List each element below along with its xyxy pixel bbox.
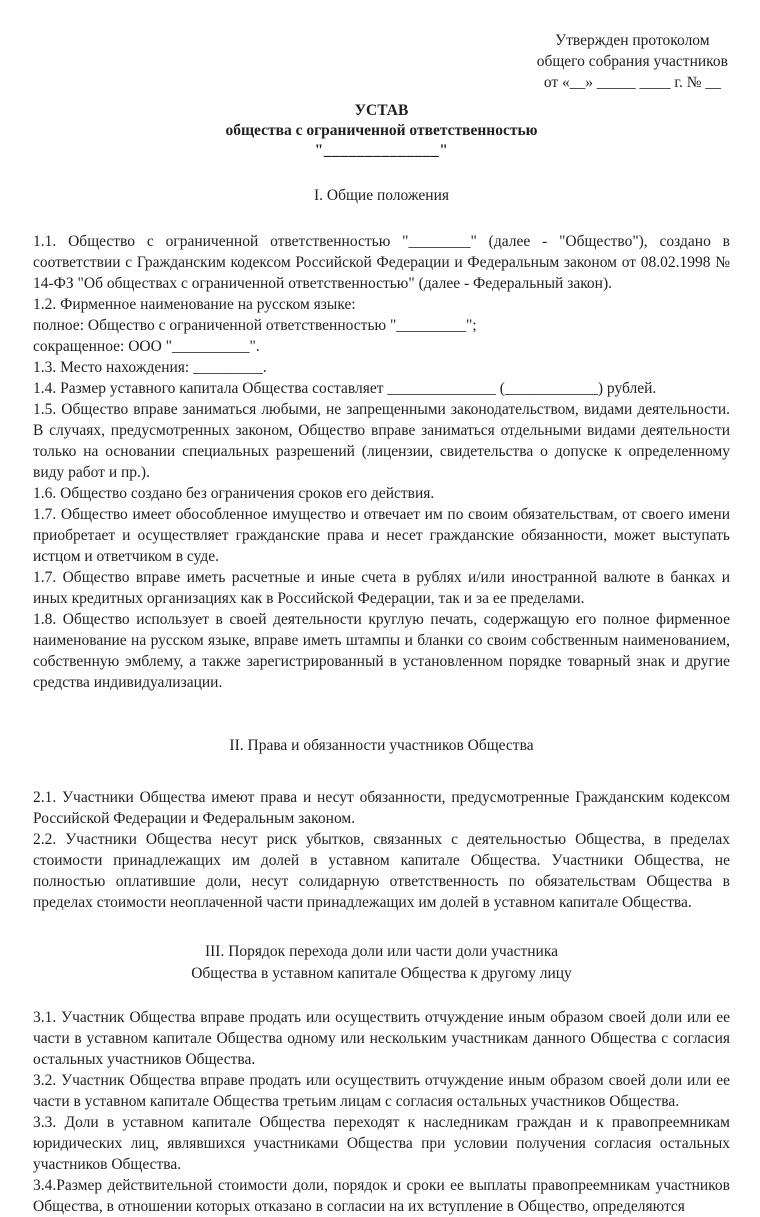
document-body (33, 185, 730, 1217)
paragraph-1-5: 1.5. Общество вправе заниматься любыми, не запрещенными законодательством, видами деятельности. В случаях, предусмотренных законом, Общество вправе заниматься отдельными видами деятельности только на основании специальных разрешений (лицензии, свидетельства о допуске к определенному виду работ и пр.). (33, 401, 730, 481)
document-title-block (33, 101, 730, 161)
paragraph-2-2: 2.2. Участники Общества несут риск убытков, связанных с деятельностью Общества, в пределах стоимости принадлежащих им долей в уставном капитале Общества. Участники Общества, не полностью оплатившие доли, несут солидарную ответственность по обязательствам Общества в пределах стоимости неоплаченной части принадлежащих им долей в уставном капитале Общества. (33, 831, 730, 911)
approval-line: от «__» _____ ____ г. № __ (543, 74, 721, 91)
section-heading-2 (33, 735, 730, 757)
paragraph-3-1: 3.1. Участник Общества вправе продать или осуществить отчуждение иным образом своей доли или ее части в уставном капитале Общества одному или нескольким участникам данного Общества с согласия остальных участников Общества. (33, 1009, 730, 1068)
section-heading-line: Общества в уставном капитале Общества к другому лицу (191, 965, 572, 982)
paragraph-3-4: 3.4.Размер действительной стоимости доли, порядок и сроки ее выплаты правопреемникам участников Общества, в отношении которых отказано в согласии на их вступление в Общество, определяются (33, 1177, 730, 1215)
paragraph-1-3: 1.3. Место нахождения: _________. (33, 359, 267, 376)
section-heading-line: II. Права и обязанности участников Общества (229, 737, 534, 754)
paragraph-1-7a: 1.7. Общество имеет обособленное имущество и отвечает им по своим обязательствам, от своего имени приобретает и осуществляет гражданские права и несет гражданские обязанности, может выступать истцом и ответчиком в суде. (33, 506, 730, 565)
paragraph-1-2-full-name: полное: Общество с ограниченной ответственностью "_________"; (33, 317, 477, 334)
approval-block (537, 30, 728, 93)
paragraph-2-1: 2.1. Участники Общества имеют права и несут обязанности, предусмотренные Гражданским кодексом Российской Федерации и Федеральным законом. (33, 789, 730, 827)
paragraph-1-8: 1.8. Общество использует в своей деятельности круглую печать, содержащую его полное фирменное наименование на русском языке, вправе иметь штампы и бланки со своим собственным наименованием, собственную эмблему, а также зарегистрированный в установленном порядке товарный знак и другие средства индивидуализации. (33, 611, 730, 691)
section-heading-line: III. Порядок перехода доли или части доли участника (204, 943, 559, 960)
approval-line: общего собрания участников (536, 53, 728, 70)
paragraph-1-4: 1.4. Размер уставного капитала Общества составляет ______________ (____________) рублей. (33, 380, 657, 397)
section-heading-3 (33, 941, 730, 985)
section-heading-1 (33, 185, 730, 207)
company-name-blank: "______________" (314, 142, 449, 159)
approval-line: Утвержден протоколом (555, 32, 710, 49)
paragraph-3-2: 3.2. Участник Общества вправе продать или осуществить отчуждение иным образом своей доли или ее части в уставном капитале Общества третьим лицам с согласия остальных участников Общества. (33, 1072, 730, 1110)
document-subtitle: общества с ограниченной ответственностью (225, 122, 538, 139)
document-title: УСТАВ (354, 102, 409, 119)
section-heading-line: I. Общие положения (313, 187, 450, 204)
paragraph-1-2: 1.2. Фирменное наименование на русском языке: (33, 296, 356, 313)
paragraph-1-2-short-name: сокращенное: ООО "__________". (33, 338, 260, 355)
paragraph-1-6: 1.6. Общество создано без ограничения сроков его действия. (33, 485, 435, 502)
paragraph-1-7b: 1.7. Общество вправе иметь расчетные и иные счета в рублях и/или иностранной валюте в банках и иных кредитных организациях как в Российской Федерации, так и за ее пределами. (33, 569, 730, 607)
paragraph-1-1: 1.1. Общество с ограниченной ответственностью "________" (далее - "Общество"), создано в соответствии с Гражданским кодексом Российской Федерации и Федеральным законом от 08.02.1998 № 14-ФЗ "Об обществах с ограниченной ответственностью" (далее - Федеральный закон). (33, 233, 730, 292)
paragraph-3-3: 3.3. Доли в уставном капитале Общества переходят к наследникам граждан и к правопреемникам юридических лиц, являвшихся участниками Общества при условии получения согласия остальных участников Общества. (33, 1114, 730, 1173)
